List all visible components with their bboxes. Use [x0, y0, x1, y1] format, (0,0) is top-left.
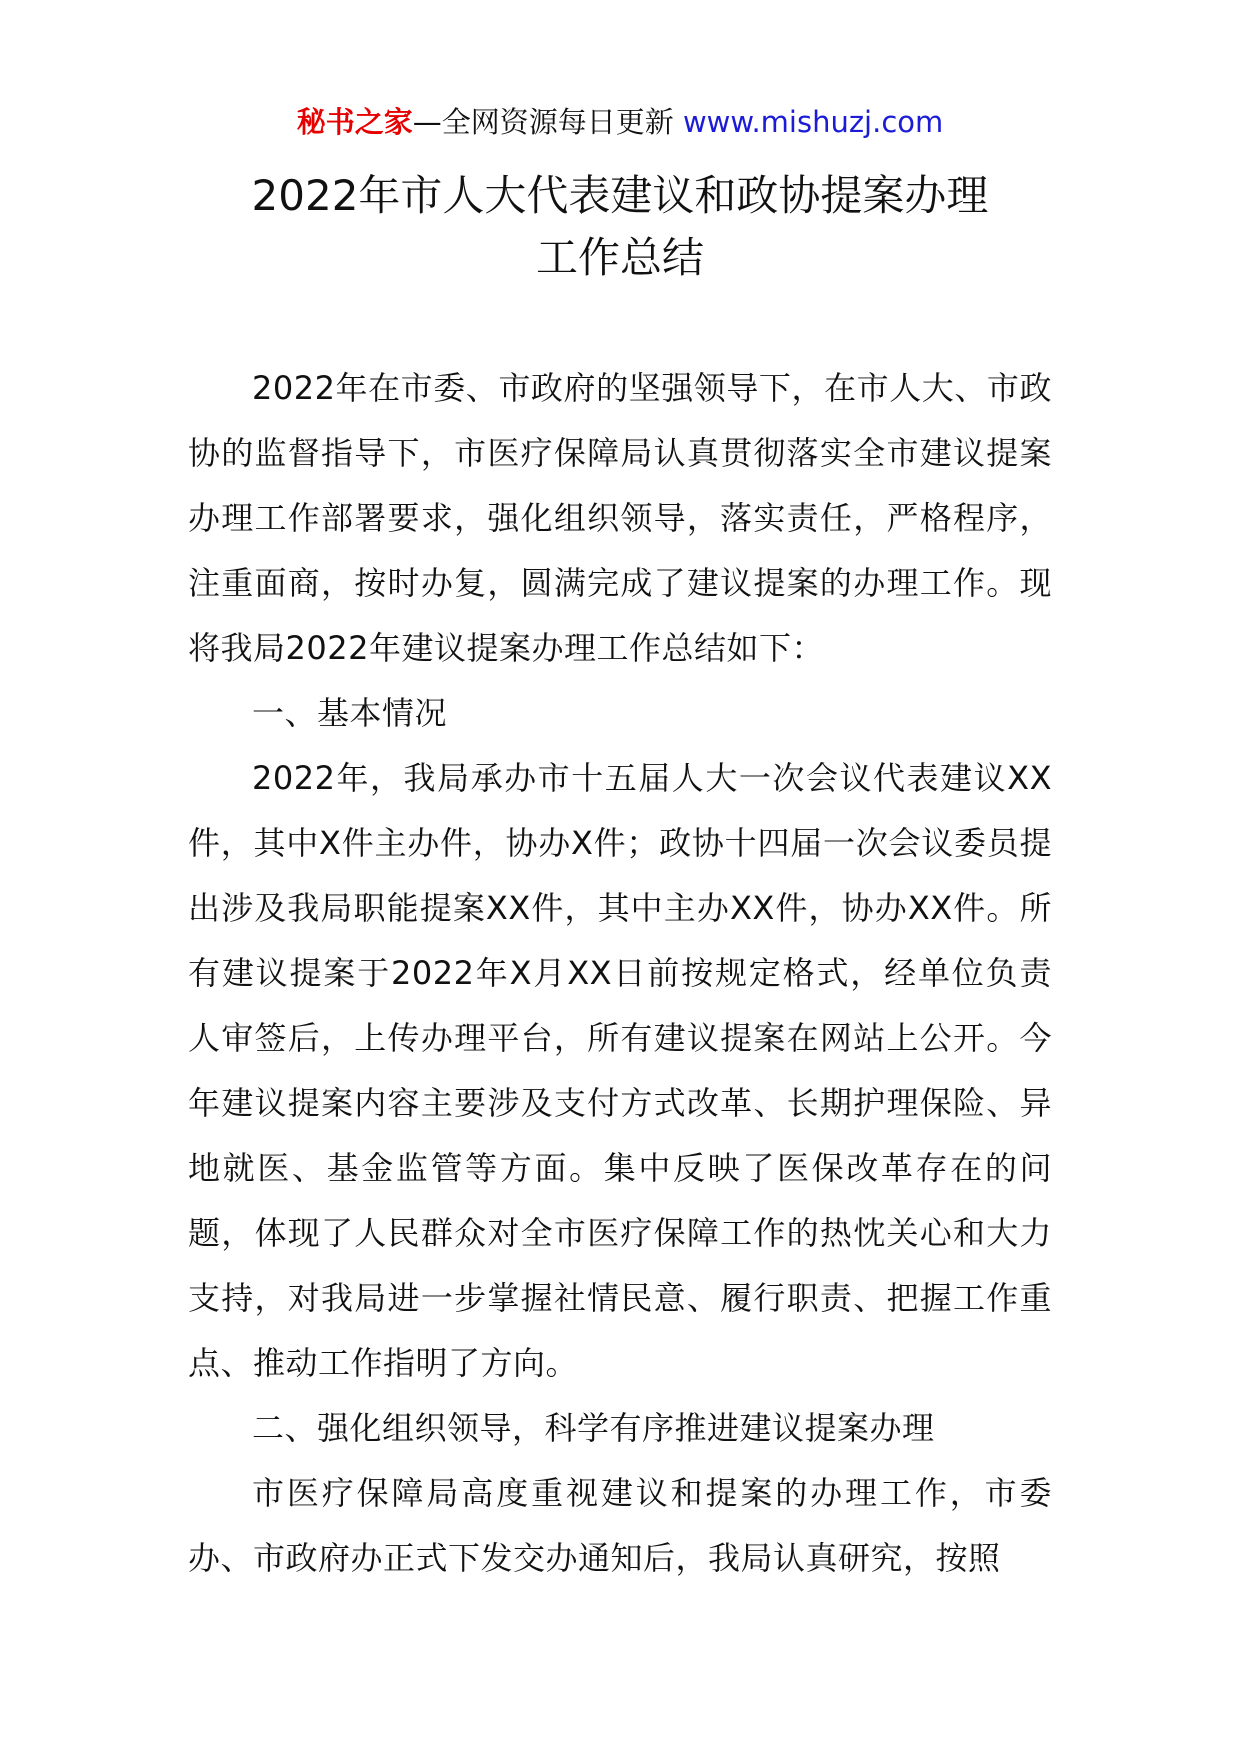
site-url-link[interactable]: www.mishuzj.com	[682, 105, 944, 139]
document-title	[0, 165, 1240, 289]
title-line-2: 工作总结	[535, 233, 704, 282]
title-line-1: 2022年市人大代表建议和政协提案办理	[251, 171, 989, 220]
basic-situation-paragraph: 2022年，我局承办市十五届人大一次会议代表建议XX件，其中X件主办件，协办X件；政协十四届一次会议委员提出涉及我局职能提案XX件，其中主办XX件，协办XX件。所有建议提案于2022年X月XX日前按规定格式，经单位负责人审签后，上传办理平台，所有建议提案在网站上公开。今年建议提案内容主要涉及支付方式改革、长期护理保险、异地就医、基金监管等方面。集中反映了医保改革存在的问题，体现了人民群众对全市医疗保障工作的热忱关心和大力支持，对我局进一步掌握社情民意、履行职责、把握工作重点、推动工作指明了方向。	[188, 759, 1052, 1382]
site-brand: 秘书之家	[296, 105, 413, 139]
intro-paragraph: 2022年在市委、市政府的坚强领导下，在市人大、市政协的监督指导下，市医疗保障局认真贯彻落实全市建议提案办理工作部署要求，强化组织领导，落实责任，严格程序，注重面商，按时办复，圆满完成了建议提案的办理工作。现将我局2022年建议提案办理工作总结如下：	[188, 369, 1052, 667]
site-slogan: —全网资源每日更新	[412, 105, 674, 139]
section-heading-organization: 二、强化组织领导，科学有序推进建议提案办理	[252, 1409, 935, 1447]
organization-paragraph: 市医疗保障局高度重视建议和提案的办理工作，市委办、市政府办正式下发交办通知后，我局认真研究，按照	[188, 1474, 1052, 1577]
section-heading-basic: 一、基本情况	[252, 694, 448, 732]
site-header	[0, 100, 1240, 144]
document-body	[188, 356, 1052, 1591]
